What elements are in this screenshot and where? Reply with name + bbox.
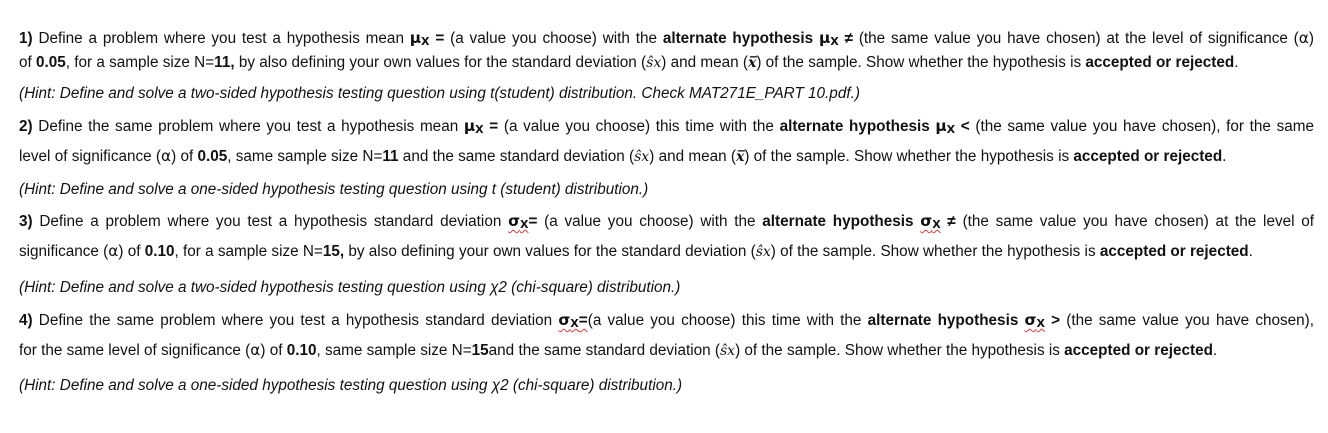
result-phrase: accepted or rejected bbox=[1073, 148, 1223, 165]
significance-value: 0.10 bbox=[286, 342, 317, 359]
q3-number: 3) bbox=[19, 213, 33, 230]
mu-symbol: μX bbox=[935, 117, 956, 136]
q3-line-2: significance (α) of 0.10, for a sample size N=15, by also defining your own values for the standard deviation (ŝx) of the sample. Show whether the hypothesis is accepted or rejected. bbox=[19, 242, 1253, 260]
greater-than-sign: > bbox=[1044, 312, 1067, 329]
equals-sign: = bbox=[429, 30, 451, 47]
not-equal-sign: ≠ bbox=[940, 213, 963, 230]
q1-text: (a value you choose) with the bbox=[450, 30, 663, 47]
std-dev-symbol: ŝx bbox=[755, 244, 771, 260]
mean-symbol: x̅ bbox=[735, 149, 745, 165]
q1-text: (the same value you have chosen) at the level of significance ( bbox=[858, 30, 1299, 47]
mu-symbol: μX bbox=[463, 117, 484, 136]
q4-number: 4) bbox=[19, 312, 33, 329]
equals-sign: = bbox=[528, 213, 545, 230]
q1-hint: (Hint: Define and solve a two-sided hypothesis testing question using t(student) distribution. Check MAT271E_PART 10.pdf.) bbox=[19, 85, 860, 102]
q3-hint: (Hint: Define and solve a two-sided hypothesis testing question using χ2 (chi-square) distribution.) bbox=[19, 279, 681, 296]
q1-line-1: 1) Define a problem where you test a hypothesis mean μX = (a value you choose) with the alternate hypothesis μX ≠ (the same value you have chosen) at the level of significance (α) bbox=[19, 29, 1314, 48]
alpha-symbol: α bbox=[108, 242, 119, 260]
q1-text: Define a problem where you test a hypothesis mean bbox=[32, 30, 410, 47]
sigma-symbol: σX bbox=[558, 311, 579, 330]
sigma-symbol: σX bbox=[1024, 311, 1045, 330]
std-dev-symbol: ŝx bbox=[646, 55, 662, 71]
q4-hint: (Hint: Define and solve a one-sided hypothesis testing question using χ2 (chi-square) distribution.) bbox=[19, 377, 683, 394]
q1-line-2: of 0.05, for a sample size N=11, by also defining your own values for the standard deviation (ŝx) and mean (x̅) of the sample. Show whether the hypothesis is accepted or rejected. bbox=[19, 54, 1239, 71]
sigma-symbol: σX bbox=[508, 212, 529, 231]
mu-symbol: μX bbox=[409, 29, 430, 48]
sigma-symbol: σX bbox=[920, 212, 941, 231]
alternate-hypothesis-label: alternate hypothesis bbox=[762, 213, 921, 230]
equals-sign: = bbox=[578, 312, 588, 329]
sample-size-value: 11, bbox=[214, 54, 235, 71]
q2-hint: (Hint: Define and solve a one-sided hypothesis testing question using t (student) distribution.) bbox=[19, 181, 649, 198]
q2-line-2: level of significance (α) of 0.05, same sample size N=11 and the same standard deviation (ŝx) and mean (x̅) of the sample. Show whether the hypothesis is accepted or rejected. bbox=[19, 147, 1227, 165]
std-dev-symbol: ŝx bbox=[719, 343, 736, 359]
alternate-hypothesis-label: alternate hypothesis bbox=[867, 312, 1025, 329]
alpha-symbol: α bbox=[1298, 29, 1309, 47]
mean-symbol: x̅ bbox=[747, 55, 757, 71]
sample-size-value: 15, bbox=[322, 243, 345, 260]
significance-value: 0.05 bbox=[36, 54, 66, 71]
mu-symbol: μX bbox=[819, 29, 839, 48]
alpha-symbol: α bbox=[250, 341, 261, 359]
q4-line-2: for the same level of significance (α) of 0.10, same sample size N=15and the same standard deviation (ŝx) of the sample. Show whether the hypothesis is accepted or rejected. bbox=[19, 341, 1218, 359]
std-dev-symbol: ŝx bbox=[634, 149, 650, 165]
alternate-hypothesis-label: alternate hypothesis bbox=[779, 118, 936, 135]
q2-number: 2) bbox=[19, 118, 33, 135]
sample-size-value: 11 bbox=[382, 148, 399, 165]
q1-number: 1) bbox=[19, 30, 33, 47]
equals-sign: = bbox=[483, 118, 504, 135]
q3-line-1: 3) Define a problem where you test a hypothesis standard deviation σX= (a value you choose) with the alternate hypothesis σX ≠ (the same value you have chosen) at the level of bbox=[19, 212, 1315, 231]
less-than-sign: < bbox=[955, 118, 976, 135]
result-phrase: accepted or rejected bbox=[1085, 54, 1235, 71]
sample-size-value: 15 bbox=[471, 342, 489, 359]
significance-value: 0.05 bbox=[197, 148, 228, 165]
q2-line-1: 2) Define the same problem where you test a hypothesis mean μX = (a value you choose) this time with the alternate hypothesis μX < (the same value you have chosen), for the same bbox=[19, 117, 1314, 136]
result-phrase: accepted or rejected bbox=[1064, 342, 1213, 359]
q4-line-1: 4) Define the same problem where you test a hypothesis standard deviation σX=(a value you choose) this time with the alternate hypothesis σX > (the same value you have chosen), bbox=[19, 311, 1314, 330]
alpha-symbol: α bbox=[161, 147, 172, 165]
not-equal-sign: ≠ bbox=[838, 30, 859, 47]
significance-value: 0.10 bbox=[144, 243, 175, 260]
result-phrase: accepted or rejected bbox=[1099, 243, 1249, 260]
alternate-hypothesis-label: alternate hypothesis bbox=[662, 30, 819, 47]
